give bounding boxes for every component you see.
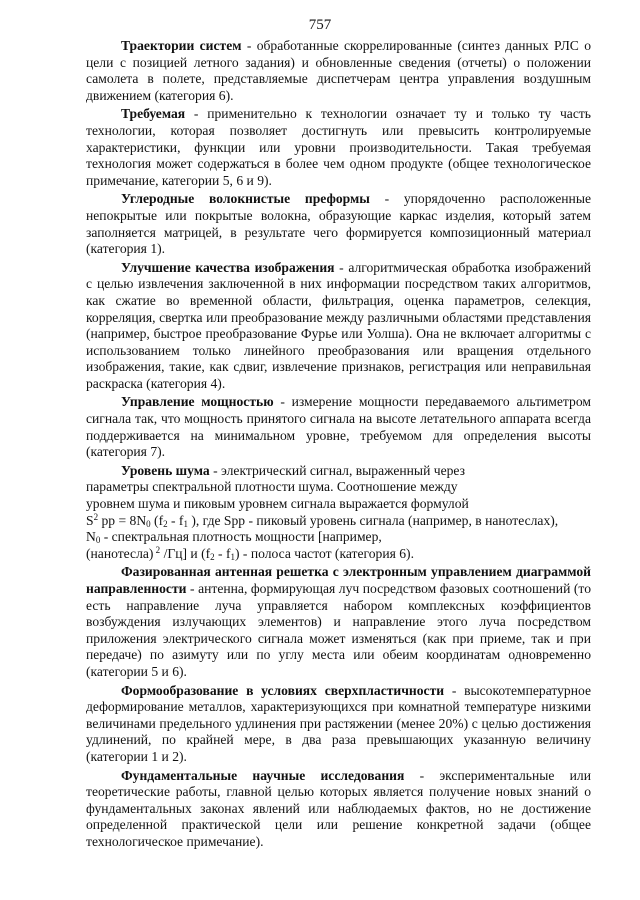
glossary-body bbox=[0, 38, 640, 853]
entry-required bbox=[0, 106, 591, 189]
noise-definition-start: - электрический сигнал, выраженный через bbox=[209, 462, 465, 478]
noise-line-2: параметры спектральной плотности шума. Соотношение между bbox=[86, 479, 458, 495]
noise-line-1 bbox=[86, 463, 591, 480]
noise-density-line bbox=[86, 529, 591, 546]
formula-explanation: ), где Spp - пиковый уровень сигнала (например, в нанотеслах), bbox=[187, 512, 559, 528]
units-hz: /Гц] и (f bbox=[160, 545, 211, 561]
entry-definition: - экспериментальные или теоретические работы, главной целью которых является получение новых знаний о фундаментальных законах явлений или наблюдаемых фактов, но не достижение определенной практической цели или решение конкретной задачи (общее технологическое примечание). bbox=[86, 767, 591, 849]
units-sup: 2 bbox=[153, 544, 161, 555]
entry-definition: - измерение мощности передаваемого альтиметром сигнала так, что мощность принятого сигнала на высоте летательного аппарата всегда поддерживается на минимальном уровне, требуемом для определения высоты (категория 7). bbox=[86, 394, 591, 460]
entry-term: Траектории систем bbox=[121, 38, 242, 53]
density-text: - спектральная плотность мощности [например, bbox=[100, 529, 382, 545]
formula-sup: 2 bbox=[93, 511, 99, 522]
entry-definition: - обработанные скоррелированные (синтез данных РЛС о цели с позицией летного задания) и обновленные сведения (отчеты) о положении самолета в полете, представляемые диспетчерам центра управления воздушным движением (категория 6). bbox=[86, 38, 591, 103]
entry-image-enhancement bbox=[0, 260, 591, 393]
formula-pp: pp = 8N bbox=[98, 512, 147, 528]
entry-term: Требуемая bbox=[121, 106, 186, 122]
entry-superplastic-forming bbox=[0, 683, 591, 766]
entry-definition: - упорядоченно расположенные непокрытые или покрытые волокна, образующие каркас изделия, который затем заполняется матрицей, в результате чего формируется композиционный материал (категория 1). bbox=[86, 191, 591, 257]
formula-f2: (f bbox=[150, 512, 164, 528]
entry-term: Улучшение качества изображения bbox=[121, 259, 335, 275]
entry-term: Управление мощностью bbox=[121, 394, 274, 410]
entry-phased-array bbox=[0, 564, 591, 680]
entry-definition: - алгоритмическая обработка изображений с целью извлечения заключенной в них информации посредством таких алгоритмов, как сжатие во временной области, фильтрация, оценка параметров, селекция, корреляция, свертка или преобразование между различными областями представления (например, быстрое преобразование Фурье или Уолша). Она не включает алгоритмы с использованием только линейного преобразования или вращения отдельного изображения, такие, как сдвиг, извлечение признаков, регистрация или неправильная раскраска (категория 4). bbox=[86, 259, 592, 391]
entry-term: Формообразование в условиях сверхпластичности bbox=[121, 682, 445, 698]
noise-units-line bbox=[86, 546, 591, 563]
page-number: 757 bbox=[308, 17, 332, 33]
formula-sub: 2 bbox=[163, 518, 168, 529]
entry-basic-research bbox=[0, 768, 591, 851]
entry-noise-level bbox=[0, 463, 591, 563]
units-sub: 2 bbox=[210, 551, 215, 562]
entry-term: Уровень шума bbox=[121, 462, 210, 478]
entry-definition: - антенна, формирующая луч посредством фазовых соотношений (то есть направление луча управляется набором комплексных коэффициентов возбуждения излучающих элементов) и направление этого луча посредством приложения электрического сигнала может изменяться (как при приеме, так и при передаче) по азимуту или по углу места или обеим координатам одновременно (категории 5 и 6). bbox=[86, 581, 591, 679]
entry-term: Фазированная антенная решетка с электронным управлением диаграммой направленности bbox=[86, 564, 591, 596]
density-n: N bbox=[86, 529, 96, 545]
entry-term: Углеродные волокнистые преформы bbox=[121, 191, 370, 207]
units-sub: 1 bbox=[230, 551, 235, 562]
units-text: ) - полоса частот (категория 6). bbox=[235, 545, 414, 561]
density-sub: 0 bbox=[95, 535, 101, 546]
units-nanotesla: (нанотесла) bbox=[86, 545, 154, 561]
entry-trajectories bbox=[0, 38, 591, 104]
noise-line-3: уровнем шума и пиковым уровнем сигнала выражается формулой bbox=[86, 496, 469, 512]
formula-f1: - f bbox=[167, 512, 184, 528]
entry-term: Фундаментальные научные исследования bbox=[121, 767, 405, 783]
formula-sub: 1 bbox=[183, 518, 188, 529]
noise-formula-line bbox=[86, 513, 591, 530]
entry-power-management bbox=[0, 394, 591, 460]
entry-definition: - применительно к технологии означает ту и только ту часть технологии, которая позволяет достигнуть или превысить контролируемые характеристики, функции или уровни производительности. Такая требуемая технология может содержаться в более чем одном продукте (общее технологическое примечание, категории 5, 6 и 9). bbox=[86, 106, 591, 188]
formula-sub: 0 bbox=[146, 518, 151, 529]
formula-s: S bbox=[86, 512, 94, 528]
entry-carbon-preforms bbox=[0, 191, 591, 257]
units-f1: - f bbox=[214, 545, 231, 561]
entry-definition: - высокотемпературное деформирование металлов, характеризующихся при комнатной температуре низкими величинами предельного удлинения при растяжении (менее 20%) с целью достижения удлинений, по крайней мере, в два раза превышающих указанную величину (категории 1 и 2). bbox=[86, 682, 592, 764]
